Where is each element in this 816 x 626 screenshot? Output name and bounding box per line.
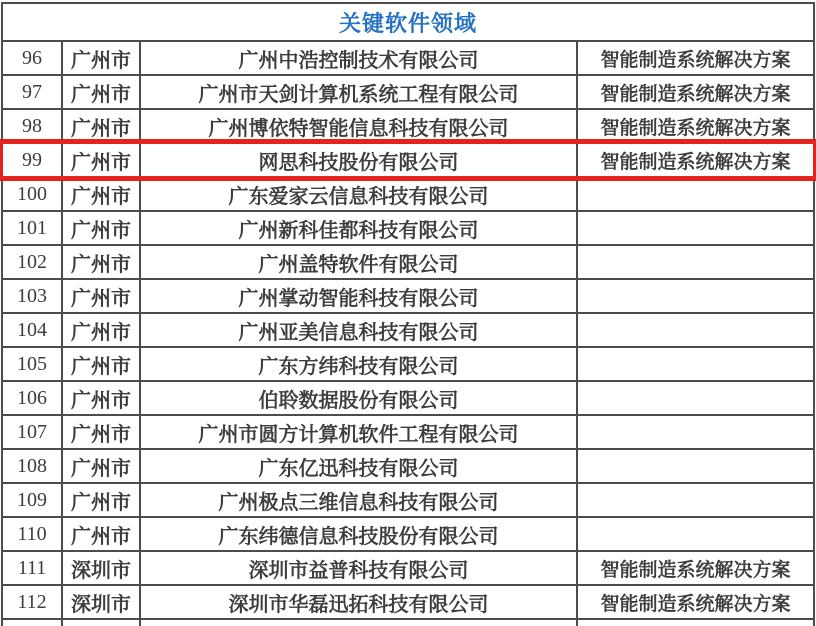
company-cell <box>140 619 577 626</box>
table-row <box>2 313 814 347</box>
table-row <box>2 483 814 517</box>
solution-cell <box>577 415 814 449</box>
table-row <box>2 381 814 415</box>
solution-cell <box>577 517 814 551</box>
table-row <box>2 143 814 177</box>
city-cell: 广州市 <box>62 449 140 483</box>
company-cell: 广州新科佳都科技有限公司 <box>140 211 577 245</box>
city-cell: 广州市 <box>62 211 140 245</box>
city-cell: 广州市 <box>62 109 140 143</box>
city-cell: 广州市 <box>62 313 140 347</box>
city-cell: 广州市 <box>62 75 140 109</box>
solution-cell: 智能制造系统解决方案 <box>577 143 814 177</box>
solution-cell <box>577 177 814 211</box>
row-number-cell: 97 <box>2 75 62 109</box>
solution-cell <box>577 449 814 483</box>
company-cell: 伯聆数据股份有限公司 <box>140 381 577 415</box>
table-row <box>2 279 814 313</box>
city-cell: 广州市 <box>62 483 140 517</box>
company-cell: 广州掌动智能科技有限公司 <box>140 279 577 313</box>
company-cell: 广东爱家云信息科技有限公司 <box>140 177 577 211</box>
row-number-cell: 107 <box>2 415 62 449</box>
company-cell: 广东亿迅科技有限公司 <box>140 449 577 483</box>
table-row <box>2 517 814 551</box>
table-row <box>2 109 814 143</box>
city-cell: 广州市 <box>62 347 140 381</box>
row-number-cell: 111 <box>2 551 62 585</box>
row-number-cell: 112 <box>2 585 62 619</box>
row-number-cell: 103 <box>2 279 62 313</box>
table-title: 关键软件领域 <box>2 3 814 41</box>
row-number-cell <box>2 619 62 626</box>
company-cell: 广州市天剑计算机系统工程有限公司 <box>140 75 577 109</box>
row-number-cell: 100 <box>2 177 62 211</box>
solution-cell: 智能制造系统解决方案 <box>577 75 814 109</box>
row-number-cell: 98 <box>2 109 62 143</box>
solution-cell <box>577 381 814 415</box>
table-row <box>2 75 814 109</box>
table-row <box>2 551 814 585</box>
table-row <box>2 41 814 75</box>
city-cell: 广州市 <box>62 415 140 449</box>
company-cell: 广州极点三维信息科技有限公司 <box>140 483 577 517</box>
company-cell: 广州亚美信息科技有限公司 <box>140 313 577 347</box>
row-number-cell: 104 <box>2 313 62 347</box>
city-cell: 广州市 <box>62 381 140 415</box>
table-row <box>2 449 814 483</box>
solution-cell <box>577 619 814 626</box>
city-cell: 广州市 <box>62 245 140 279</box>
row-number-cell: 99 <box>2 143 62 177</box>
row-number-cell: 105 <box>2 347 62 381</box>
solution-cell: 智能制造系统解决方案 <box>577 109 814 143</box>
solution-cell <box>577 483 814 517</box>
row-number-cell: 106 <box>2 381 62 415</box>
solution-cell <box>577 211 814 245</box>
partial-next-row <box>2 619 814 626</box>
solution-cell <box>577 245 814 279</box>
city-cell: 深圳市 <box>62 551 140 585</box>
solution-cell <box>577 313 814 347</box>
solution-cell: 智能制造系统解决方案 <box>577 585 814 619</box>
solution-cell <box>577 347 814 381</box>
row-number-cell: 110 <box>2 517 62 551</box>
table-row <box>2 177 814 211</box>
company-cell: 广东方纬科技有限公司 <box>140 347 577 381</box>
solution-cell <box>577 279 814 313</box>
company-cell: 广东纬德信息科技股份有限公司 <box>140 517 577 551</box>
table-row <box>2 245 814 279</box>
table-title-row <box>2 3 814 41</box>
city-cell: 广州市 <box>62 517 140 551</box>
company-cell: 广州盖特软件有限公司 <box>140 245 577 279</box>
table-header <box>2 3 814 41</box>
city-cell: 广州市 <box>62 41 140 75</box>
table-row <box>2 585 814 619</box>
row-number-cell: 108 <box>2 449 62 483</box>
company-cell: 广州博依特智能信息科技有限公司 <box>140 109 577 143</box>
company-cell: 深圳市益普科技有限公司 <box>140 551 577 585</box>
row-number-cell: 109 <box>2 483 62 517</box>
key-software-table <box>1 2 815 626</box>
row-number-cell: 101 <box>2 211 62 245</box>
city-cell: 广州市 <box>62 279 140 313</box>
solution-cell: 智能制造系统解决方案 <box>577 41 814 75</box>
table-row <box>2 211 814 245</box>
city-cell: 广州市 <box>62 177 140 211</box>
company-cell: 广州市圆方计算机软件工程有限公司 <box>140 415 577 449</box>
city-cell: 广州市 <box>62 143 140 177</box>
table-body <box>2 41 814 619</box>
row-number-cell: 96 <box>2 41 62 75</box>
row-number-cell: 102 <box>2 245 62 279</box>
solution-cell: 智能制造系统解决方案 <box>577 551 814 585</box>
city-cell: 深圳市 <box>62 585 140 619</box>
company-cell: 广州中浩控制技术有限公司 <box>140 41 577 75</box>
city-cell <box>62 619 140 626</box>
company-cell: 深圳市华磊迅拓科技有限公司 <box>140 585 577 619</box>
table-row-partial <box>2 619 814 626</box>
table-row <box>2 347 814 381</box>
company-cell: 网思科技股份有限公司 <box>140 143 577 177</box>
table-row <box>2 415 814 449</box>
